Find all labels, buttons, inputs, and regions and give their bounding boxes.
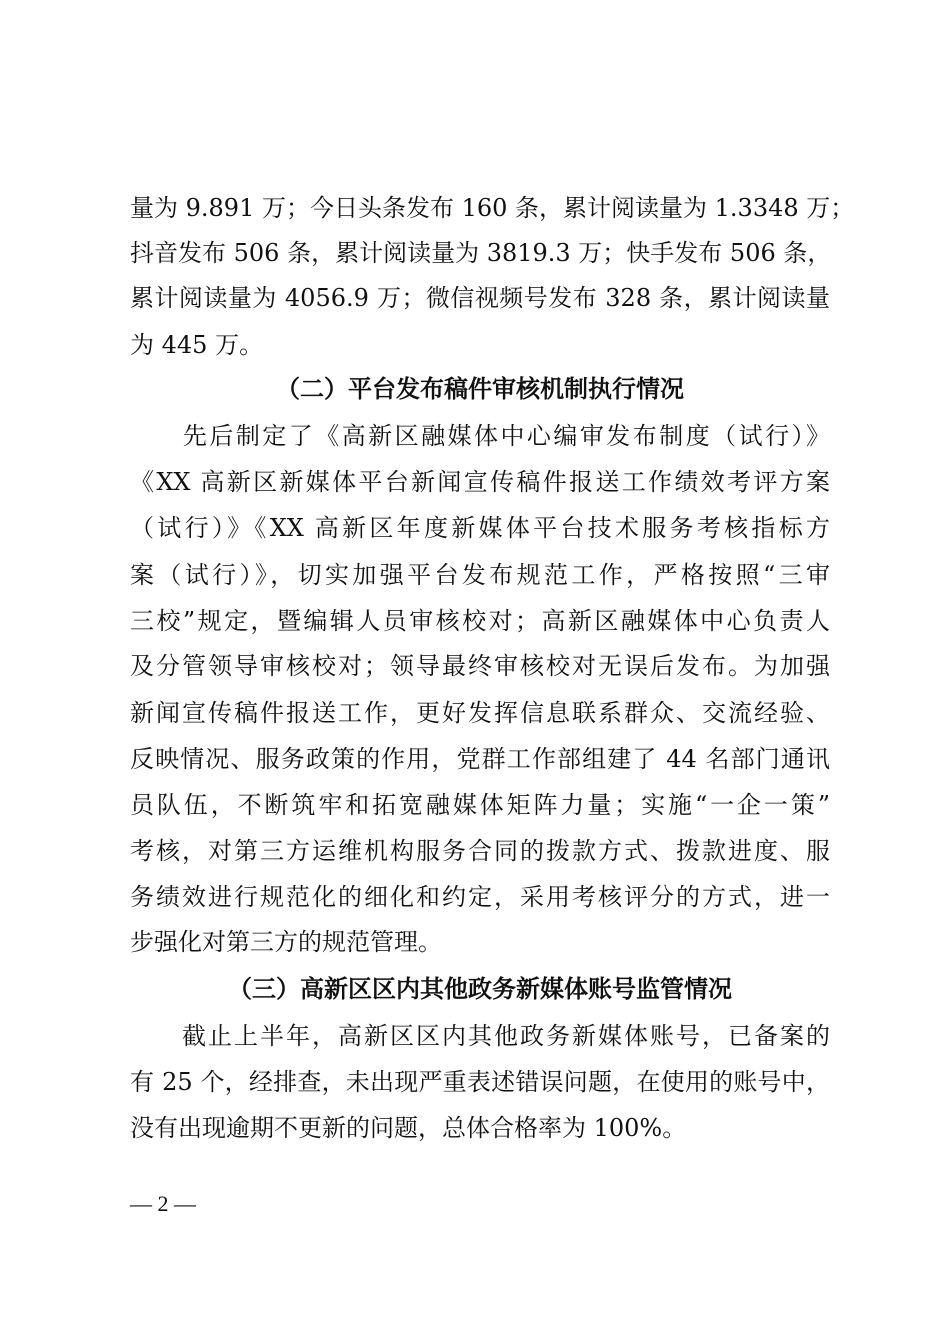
text-line: 案（试行）》，切实加强平台发布规范工作，严格按照“三审 — [130, 561, 830, 589]
text-line: 截止上半年，高新区区内其他政务新媒体账号，已备案的 — [130, 1022, 830, 1050]
section-heading-2: （二）平台发布稿件审核机制执行情况 — [276, 374, 684, 403]
text-line: 抖音发布 506 条，累计阅读量为 3819.3 万；快手发布 506 条， — [130, 239, 832, 267]
text-line: 及分管领导审核校对；领导最终审核校对无误后发布。为加强 — [130, 652, 830, 680]
text-line: 《XX 高新区新媒体平台新闻宣传稿件报送工作绩效考评方案 — [130, 468, 830, 496]
text-line: 没有出现逾期不更新的问题，总体合格率为 100%。 — [130, 1114, 687, 1142]
text-line: 三校”规定，暨编辑人员审核校对；高新区融媒体中心负责人 — [130, 607, 830, 635]
text-line: 反映情况、服务政策的作用，党群工作部组建了 44 名部门通讯 — [130, 745, 830, 773]
text-line: （试行）》《XX 高新区年度新媒体平台技术服务考核指标方 — [130, 514, 830, 542]
page-number: — 2 — — [130, 1191, 196, 1216]
text-line: 有 25 个，经排查，未出现严重表述错误问题，在使用的账号中， — [130, 1068, 830, 1096]
text-line: 新闻宣传稿件报送工作，更好发挥信息联系群众、交流经验、 — [130, 699, 830, 727]
text-line: 考核，对第三方运维机构服务合同的拨款方式、拨款进度、服 — [130, 837, 830, 865]
text-line: 员队伍，不断筑牢和拓宽融媒体矩阵力量；实施“一企一策” — [130, 791, 830, 819]
text-line: 为 445 万。 — [130, 331, 264, 359]
section-heading-3: （三）高新区区内其他政务新媒体账号监管情况 — [228, 974, 732, 1003]
text-line: 累计阅读量为 4056.9 万；微信视频号发布 328 条，累计阅读量 — [130, 284, 830, 312]
text-line: 务绩效进行规范化的细化和约定，采用考核评分的方式，进一 — [130, 883, 830, 911]
text-line: 步强化对第三方的规范管理。 — [130, 928, 442, 956]
text-line: 先后制定了《高新区融媒体中心编审发布制度（试行）》 — [130, 422, 830, 450]
text-line: 量为 9.891 万；今日头条发布 160 条，累计阅读量为 1.3348 万； — [130, 194, 855, 222]
